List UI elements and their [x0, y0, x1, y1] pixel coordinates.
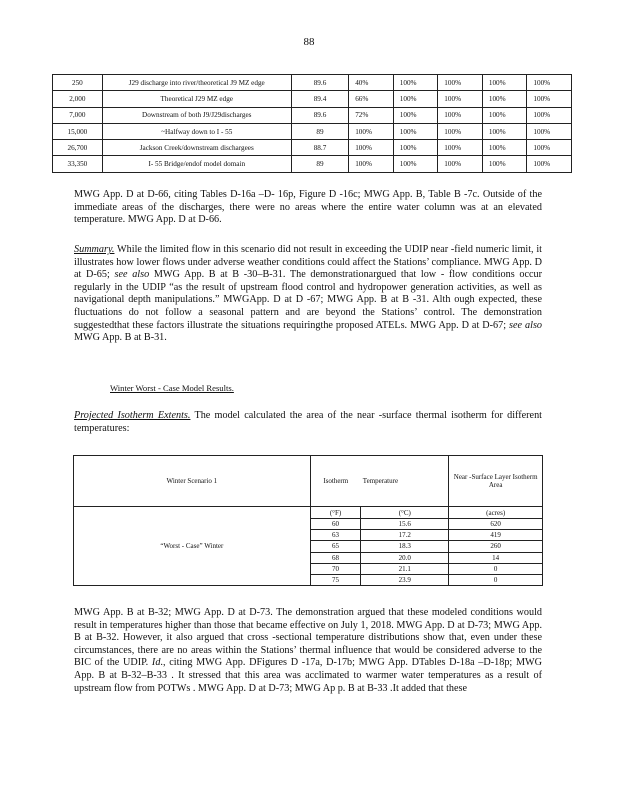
distance-cell: 15,000: [53, 123, 103, 139]
percent-cell: 100%: [438, 156, 483, 172]
isotherm-c-cell: 20.0: [361, 552, 449, 563]
percent-cell: 100%: [393, 140, 438, 156]
isotherm-f-cell: 63: [310, 530, 361, 541]
percent-cell: 100%: [393, 75, 438, 91]
percent-cell: 100%: [438, 75, 483, 91]
percent-cell: 100%: [482, 156, 527, 172]
isotherm-f-cell: 70: [310, 563, 361, 574]
scenario-label: “Worst - Case” Winter: [74, 507, 311, 586]
percent-cell: 100%: [393, 156, 438, 172]
percent-cell: 100%: [482, 75, 527, 91]
location-cell: ~Halfway down to I - 55: [102, 123, 291, 139]
percent-cell: 100%: [527, 107, 572, 123]
temperature-cell: 89: [291, 123, 348, 139]
temperature-cell: 89.6: [291, 75, 348, 91]
summary-heading: Summary.: [74, 244, 115, 255]
percent-cell: 100%: [349, 123, 394, 139]
temperature-distance-table: [52, 74, 572, 173]
percent-cell: 66%: [349, 91, 394, 107]
isotherm-area-cell: 260: [449, 541, 543, 552]
temperature-cell: 89.4: [291, 91, 348, 107]
isotherm-f-cell: 68: [310, 552, 361, 563]
percent-cell: 100%: [438, 107, 483, 123]
percent-cell: 100%: [438, 140, 483, 156]
table-row: [53, 123, 572, 139]
percent-cell: 100%: [527, 140, 572, 156]
isotherm-header: Isotherm: [310, 456, 361, 507]
percent-cell: 100%: [438, 123, 483, 139]
distance-cell: 26,700: [53, 140, 103, 156]
isotherm-area-cell: 0: [449, 574, 543, 585]
percent-cell: 100%: [527, 156, 572, 172]
isotherm-c-cell: 18.3: [361, 541, 449, 552]
paragraph-summary: Summary. While the limited flow in this scenario did not result in exceeding the UDIP near -field numeric limit, it illustrates how lower flows under adverse weather conditions could affect the Stations’ compliance. MWG App. D at D-65; see also MWG App. B at B -30–B-31. The demonstrationargued that low - flow conditions occur regularly in the UDIP “as the result of upstream flood control and hydropower generation activities, as well as navigational depth manipulations.” MWGApp. D at D -67; MWG App. B at B -31. Alth ough expected, these fluctuations do not follow a seasonal pattern and are beyond the Stations’ control. The demonstration suggestedthat these factors illustrate the situations requiringthe proposed ATELs. MWG App. D at D-67; see also MWG App. B at B-31.: [74, 244, 543, 344]
scenario-header: Winter Scenario 1: [74, 456, 311, 507]
unit-area: (acres): [449, 507, 543, 519]
distance-cell: 250: [53, 75, 103, 91]
isotherm-subheading: Projected Isotherm Extents.: [74, 410, 191, 421]
isotherm-f-cell: 75: [310, 574, 361, 585]
unit-c: (°C): [361, 507, 449, 519]
percent-cell: 100%: [482, 107, 527, 123]
percent-cell: 100%: [393, 123, 438, 139]
isotherm-area-cell: 620: [449, 519, 543, 530]
isotherm-c-cell: 23.9: [361, 574, 449, 585]
percent-cell: 100%: [482, 91, 527, 107]
temperature-cell: 88.7: [291, 140, 348, 156]
paragraph-isotherm: Projected Isotherm Extents. The model calculated the area of the near -surface thermal isotherm for different temperatures:: [74, 410, 542, 434]
distance-cell: 2,000: [53, 91, 103, 107]
location-cell: Jackson Creek/downstream dischargees: [102, 140, 291, 156]
location-cell: Downstream of both J9/J29discharges: [102, 107, 291, 123]
isotherm-f-cell: 60: [310, 519, 361, 530]
isotherm-area-cell: 0: [449, 563, 543, 574]
isotherm-c-cell: 17.2: [361, 530, 449, 541]
temperature-header: Temperature: [361, 456, 449, 507]
area-header: Near -Surface Layer Isotherm Area: [449, 456, 543, 507]
temperature-cell: 89: [291, 156, 348, 172]
isotherm-c-cell: 21.1: [361, 563, 449, 574]
table-row: [53, 140, 572, 156]
percent-cell: 40%: [349, 75, 394, 91]
percent-cell: 100%: [482, 140, 527, 156]
percent-cell: 100%: [438, 91, 483, 107]
location-cell: Theoretical J29 MZ edge: [102, 91, 291, 107]
table-row: [53, 107, 572, 123]
unit-f: (°F): [310, 507, 361, 519]
isotherm-area-cell: 419: [449, 530, 543, 541]
paragraph-conclusion: MWG App. B at B-32; MWG App. D at D-73. The demonstration argued that these modeled conditions would result in temperatures higher than those that became effective on July 1, 2018. MWG App. D at D-73; MWG App. B at B-32. However, it also argued that cross -sectional temperature distributions show that, even under these circumstances, there are no areas within the Stations’ thermal influence that would be considered adverse to the BIC of the UDIP. Id., citing MWG App. DFigures D -17a, D-17b; MWG App. DTables D-18a –D-18p; MWG App. B at B-32–B-33 . It stressed that this area was acclimated to warmer water temperatures as a result of upstream flow from POTWs . MWG App. D at D-73; MWG Ap p. B at B-33 .It added that these: [74, 607, 542, 694]
table-row: [53, 91, 572, 107]
percent-cell: 100%: [349, 140, 394, 156]
isotherm-area-cell: 14: [449, 552, 543, 563]
percent-cell: 100%: [393, 91, 438, 107]
isotherm-area-table: [73, 455, 543, 586]
percent-cell: 100%: [349, 156, 394, 172]
temperature-cell: 89.6: [291, 107, 348, 123]
section-heading-winter: Winter Worst - Case Model Results.: [110, 383, 234, 393]
percent-cell: 72%: [349, 107, 394, 123]
percent-cell: 100%: [527, 75, 572, 91]
percent-cell: 100%: [482, 123, 527, 139]
percent-cell: 100%: [527, 123, 572, 139]
table-row: [53, 156, 572, 172]
percent-cell: 100%: [393, 107, 438, 123]
page-number: 88: [303, 36, 315, 48]
isotherm-f-cell: 65: [310, 541, 361, 552]
table-row: [53, 75, 572, 91]
distance-cell: 33,350: [53, 156, 103, 172]
paragraph-citation: MWG App. D at D-66, citing Tables D-16a –D- 16p, Figure D -16c; MWG App. B, Table B -7c. Outside of the immediate areas of the discharges, there were no areas where the entire water column was at an elevated temperature. MWG App. D at D-66.: [74, 189, 542, 226]
isotherm-c-cell: 15.6: [361, 519, 449, 530]
distance-cell: 7,000: [53, 107, 103, 123]
location-cell: J29 discharge into river/theoretical J9 MZ edge: [102, 75, 291, 91]
location-cell: I- 55 Bridge/endof model domain: [102, 156, 291, 172]
percent-cell: 100%: [527, 91, 572, 107]
